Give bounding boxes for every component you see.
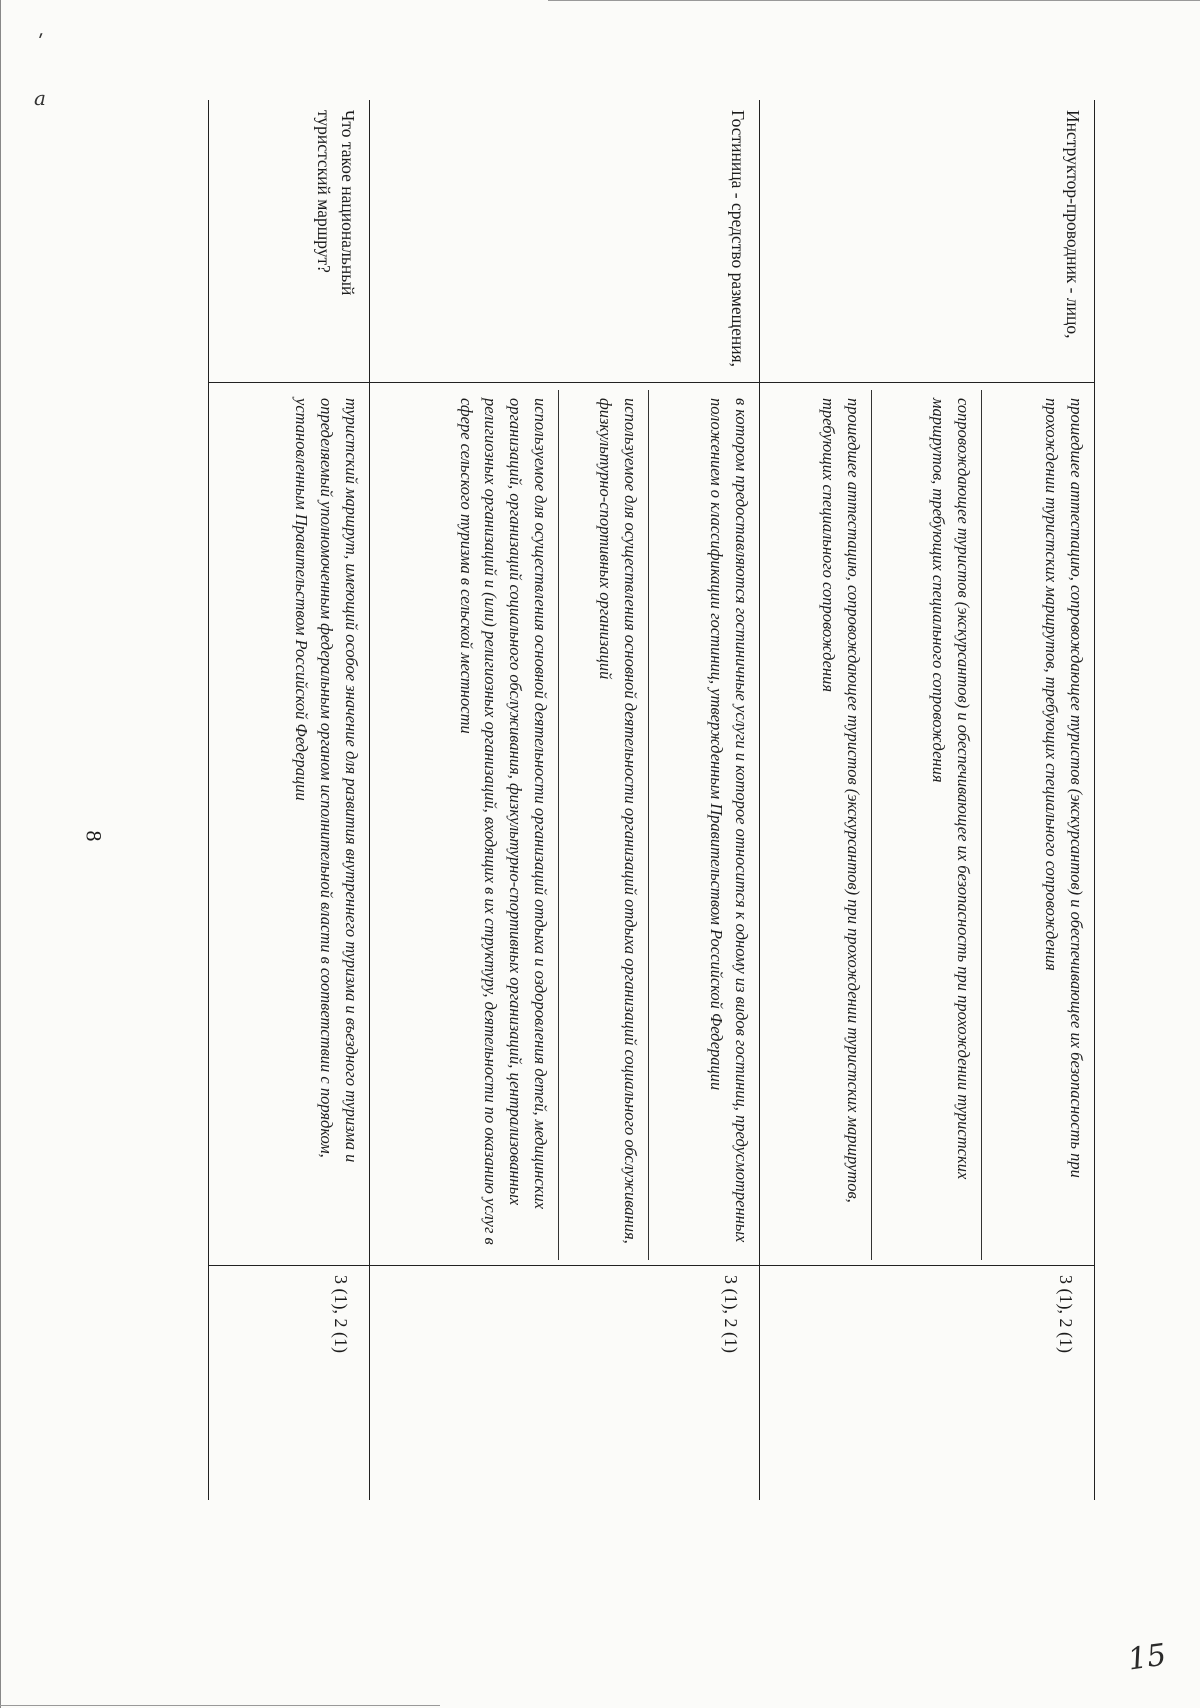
term-cell: Гостиница - средство размещения, [728,110,748,368]
corner-mark-1: ʹ [38,30,44,54]
corner-mark-2: a [34,86,46,110]
column-divider [209,1265,369,1266]
column-divider [369,382,759,383]
term-cell: Инструктор-проводник - лицо, [1063,110,1083,339]
column-divider [759,1265,1094,1266]
option-cell: используемое для осуществления основной деятельности организаций отдыха и оздоровления детей, медицинских организаций, организаций социального обслуживания, физкультурно-спортивных организаций, централизованных религиозных организаций и (или) религиозных организаций, входящих в их структуру, деятельности по оказанию услуг в сфере сельского туризма в сельской местности [369,390,559,1260]
column-divider [209,382,369,383]
table-row-national-route [208,100,370,1500]
option-cell: используемое для осуществления основной деятельности организаций отдыха организаций социального обслуживания, физкультурно-спортивных организаций [559,390,649,1260]
question-table [135,100,1095,1500]
scan-edge-bottom [0,1705,440,1706]
rotated-table-container [135,100,1095,1500]
option-cell: туристский маршрут, имеющий особое значение для развития внутреннего туризма и въездного туризма и определяемый уполномоченным федеральным органом исполнительной власти в соответствии с порядком, установленным Правительством Российской Федерации [292,398,361,1163]
page-number: 8 [81,830,107,842]
table-row-hotel [369,100,760,1500]
option-cell: прошедшее аттестацию, сопровождающее туристов (экскурсантов) при прохождении туристских маршрутов, требующих специального сопровождения [759,390,872,1260]
score-cell: 3 (1), 2 (1) [331,1275,351,1353]
score-cell: 3 (1), 2 (1) [1056,1275,1076,1353]
column-divider [369,1265,759,1266]
score-cell: 3 (1), 2 (1) [721,1275,741,1353]
term-cell: Что такое национальный туристский маршрут? [314,110,358,296]
table-row-instructor [759,100,1095,1500]
column-divider [759,382,1094,383]
option-cell: сопровождающее туристов (экскурсантов) и обеспечивающее их безопасность при прохождении туристских маршрутов, требующих специального сопровождения [872,390,982,1260]
option-cell: прошедшее аттестацию, сопровождающее туристов (экскурсантов) и обеспечивающее их безопасность при прохождении туристских маршрутов, требующих специального сопровождения [1042,398,1086,1178]
scan-edge-top [548,0,1200,1]
handwritten-page-number: 15 [1125,1637,1169,1678]
option-cell: в котором предоставляются гостиничные услуги и которое относится к одному из видов гостиниц, предусмотренных положением о классификации гостиниц, утвержденным Правительством Российской Федерации [707,398,751,1243]
scan-edge-left [0,0,1,1708]
